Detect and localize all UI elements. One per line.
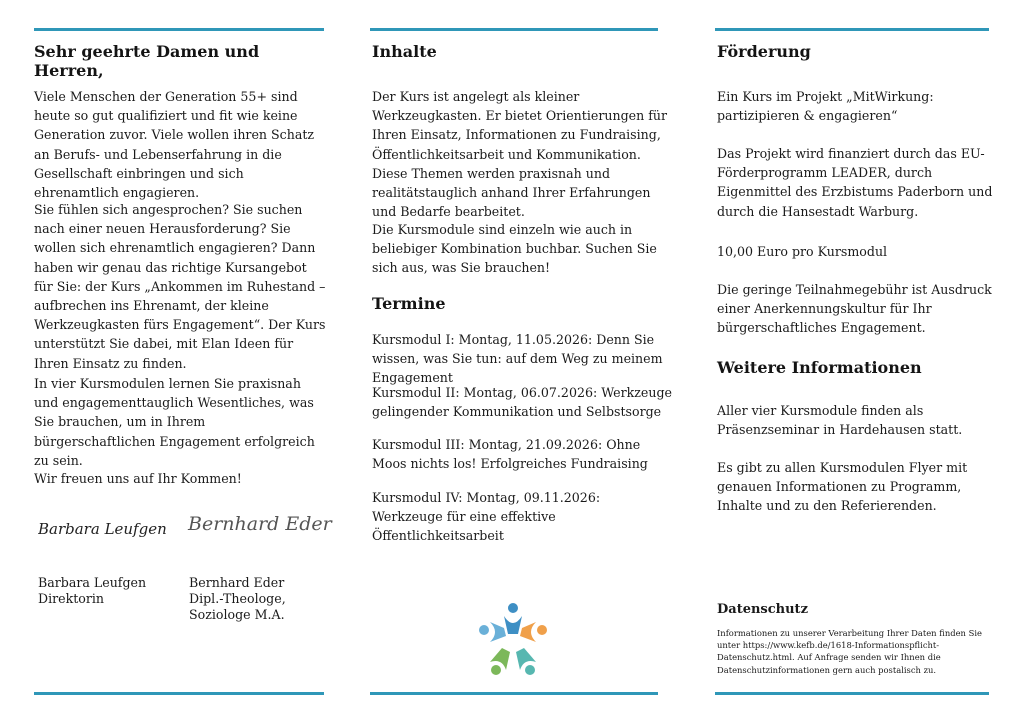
- column-foerderung: [717, 0, 993, 724]
- signer-1: [38, 575, 146, 607]
- svg-text:Bernhard Eder: Bernhard Eder: [188, 513, 332, 535]
- info-paragraph-2: Es gibt zu allen Kursmodulen Flyer mit genauen Informationen zu Programm, Inhalte und zu den Referierenden.: [717, 460, 968, 514]
- signatures: [38, 508, 338, 556]
- inhalte-heading: Inhalte: [372, 42, 437, 61]
- price-text: 10,00 Euro pro Kursmodul: [717, 244, 888, 259]
- termin-item: Kursmodul III: Montag, 21.09.2026: Ohne Moos nichts los! Erfolgreiches Fundraising: [372, 437, 648, 472]
- termin-item: Kursmodul II: Montag, 06.07.2026: Werkzeuge gelingender Kommunikation und Selbstsorge: [372, 385, 672, 420]
- column-inhalte: [372, 0, 672, 724]
- foerderung-paragraph-2: Das Projekt wird finanziert durch das EU-Förderprogramm LEADER, durch Eigenmittel des Erzbistums Paderborn und durch die Hansestadt Warburg.: [717, 146, 993, 219]
- inhalte-paragraph-2: Die Kursmodule sind einzeln wie auch in beliebiger Kombination buchbar. Suchen Sie sich aus, was Sie brauchen!: [372, 222, 657, 276]
- signer-2-name: Bernhard Eder: [189, 575, 285, 590]
- termin-item: Kursmodul IV: Montag, 09.11.2026: Werkzeuge für eine effektive Öffentlichkeitsarbeit: [372, 490, 601, 544]
- signer-2-role-1: Dipl.-Theologe,: [189, 591, 286, 606]
- greeting-paragraph-2: Sie fühlen sich angesprochen? Sie suchen nach einer neuen Herausforderung? Sie wollen sich ehrenamtlich engagieren? Dann haben wir genau das richtige Kursangebot für Sie: der Kurs „Ankommen im Ruhestand – aufbrechen ins Ehrenamt, der kleine Werkzeugkasten fürs Engagement“. Der Kurs unterstützt Sie dabei, mit Elan Ideen für Ihren Einsatz zu finden.: [34, 202, 326, 371]
- weitere-informationen-heading: Weitere Informationen: [717, 358, 922, 377]
- greeting-paragraph-3: In vier Kursmodulen lernen Sie praxisnah und engagementtauglich Wesentliches, was Sie brauchen, um in Ihrem bürgerschaftlichen Engagement erfolgreich zu sein.: [34, 376, 315, 468]
- foerderung-paragraph-4: Die geringe Teilnahmegebühr ist Ausdruck einer Anerkennungskultur für Ihr bürgerschaftliches Engagement.: [717, 282, 992, 336]
- datenschutz-heading: Datenschutz: [717, 602, 808, 617]
- foerderung-paragraph-1: Ein Kurs im Projekt „MitWirkung: partizipieren & engagieren“: [717, 89, 934, 124]
- foerderung-heading: Förderung: [717, 42, 811, 61]
- signer-2-role-2: Soziologe M.A.: [189, 607, 285, 622]
- greeting-paragraph-4: Wir freuen uns auf Ihr Kommen!: [34, 471, 242, 486]
- greeting-heading: Sehr geehrte Damen und Herren,: [34, 42, 260, 80]
- top-rule: [715, 28, 989, 31]
- inhalte-paragraph-1: Der Kurs ist angelegt als kleiner Werkzeugkasten. Er bietet Orientierungen für Ihren Einsatz, Informationen zu Fundraising, Öffentlichkeitsarbeit und Kommunikation. Diese Themen werden praxisnah und realitätstauglich anhand Ihrer Erfahrungen und Bedarfe bearbeitet.: [372, 89, 667, 220]
- top-rule: [34, 28, 324, 31]
- bottom-rule: [715, 692, 989, 695]
- column-greeting: [34, 0, 332, 724]
- termin-item: Kursmodul I: Montag, 11.05.2026: Denn Sie wissen, was Sie tun: auf dem Weg zu meinem Engagement: [372, 332, 663, 386]
- datenschutz-text: Informationen zu unserer Verarbeitung Ihrer Daten finden Sie unter https://www.kefb.de/1618-Informationspflicht-Datenschutz.html. Auf Anfrage senden wir Ihnen die Datenschutzinformationen gern auch postalisch zu.: [717, 628, 982, 675]
- info-paragraph-1: Aller vier Kursmodule finden als Präsenzseminar in Hardehausen statt.: [717, 403, 963, 438]
- signer-2: [189, 575, 286, 623]
- bottom-rule: [34, 692, 324, 695]
- greeting-paragraph-1: Viele Menschen der Generation 55+ sind heute so gut qualifiziert und fit wie keine Generation zuvor. Viele wollen ihren Schatz an Berufs- und Lebenserfahrung in die Gesellschaft einbringen und sich ehrenamtlich engagieren.: [34, 89, 315, 201]
- svg-text:Barbara Leufgen: Barbara Leufgen: [38, 520, 167, 538]
- bottom-rule: [370, 692, 658, 695]
- signer-1-name: Barbara Leufgen: [38, 575, 147, 590]
- termine-heading: Termine: [372, 294, 446, 313]
- people-circle-logo-icon: [476, 600, 550, 678]
- handwritten-signatures: [38, 508, 338, 552]
- top-rule: [370, 28, 658, 31]
- signer-1-role: Direktorin: [38, 591, 105, 606]
